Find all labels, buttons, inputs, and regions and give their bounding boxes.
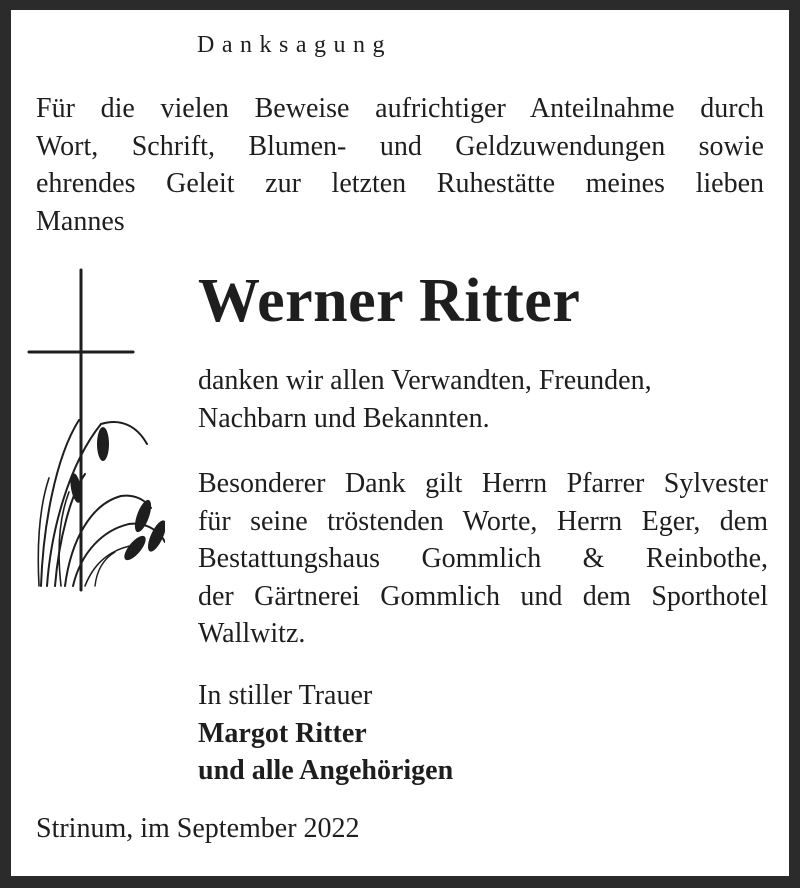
family-line: und alle Angehörigen (198, 755, 454, 786)
intro-line: Wort, Schrift, Blumen- und Geldzuwendungen sowie (36, 130, 764, 162)
intro-line: Mannes (36, 205, 125, 237)
mourning-label: In stiller Trauer (198, 680, 373, 711)
obituary-notice (11, 10, 789, 876)
heading: Danksagung (197, 32, 392, 58)
intro-line: ehrendes Geleit zur letzten Ruhestätte meines lieben (36, 168, 764, 199)
intro-paragraph (36, 90, 764, 240)
cross-with-grain-icon (25, 268, 165, 598)
special-thanks-line: der Gärtnerei Gommlich und dem Sporthotel (198, 580, 768, 612)
thanks-line: Nachbarn und Bekannten. (198, 402, 490, 434)
special-thanks-line: Bestattungshaus Gommlich & Reinbothe, (198, 543, 768, 574)
deceased-name: Werner Ritter (198, 267, 581, 335)
thanks-paragraph (198, 362, 768, 437)
signature-block (198, 677, 768, 790)
thanks-line: danken wir allen Verwandten, Freunden, (198, 365, 652, 396)
place-date: Strinum, im September 2022 (36, 813, 360, 844)
special-thanks-paragraph (198, 465, 768, 653)
signatory-name: Margot Ritter (198, 717, 367, 749)
intro-line: Für die vielen Beweise aufrichtiger Anteilnahme durch (36, 93, 764, 124)
special-thanks-line: Besonderer Dank gilt Herrn Pfarrer Sylvester (198, 468, 768, 499)
special-thanks-line: für seine tröstenden Worte, Herrn Eger, dem (198, 505, 768, 537)
special-thanks-line: Wallwitz. (198, 618, 306, 649)
